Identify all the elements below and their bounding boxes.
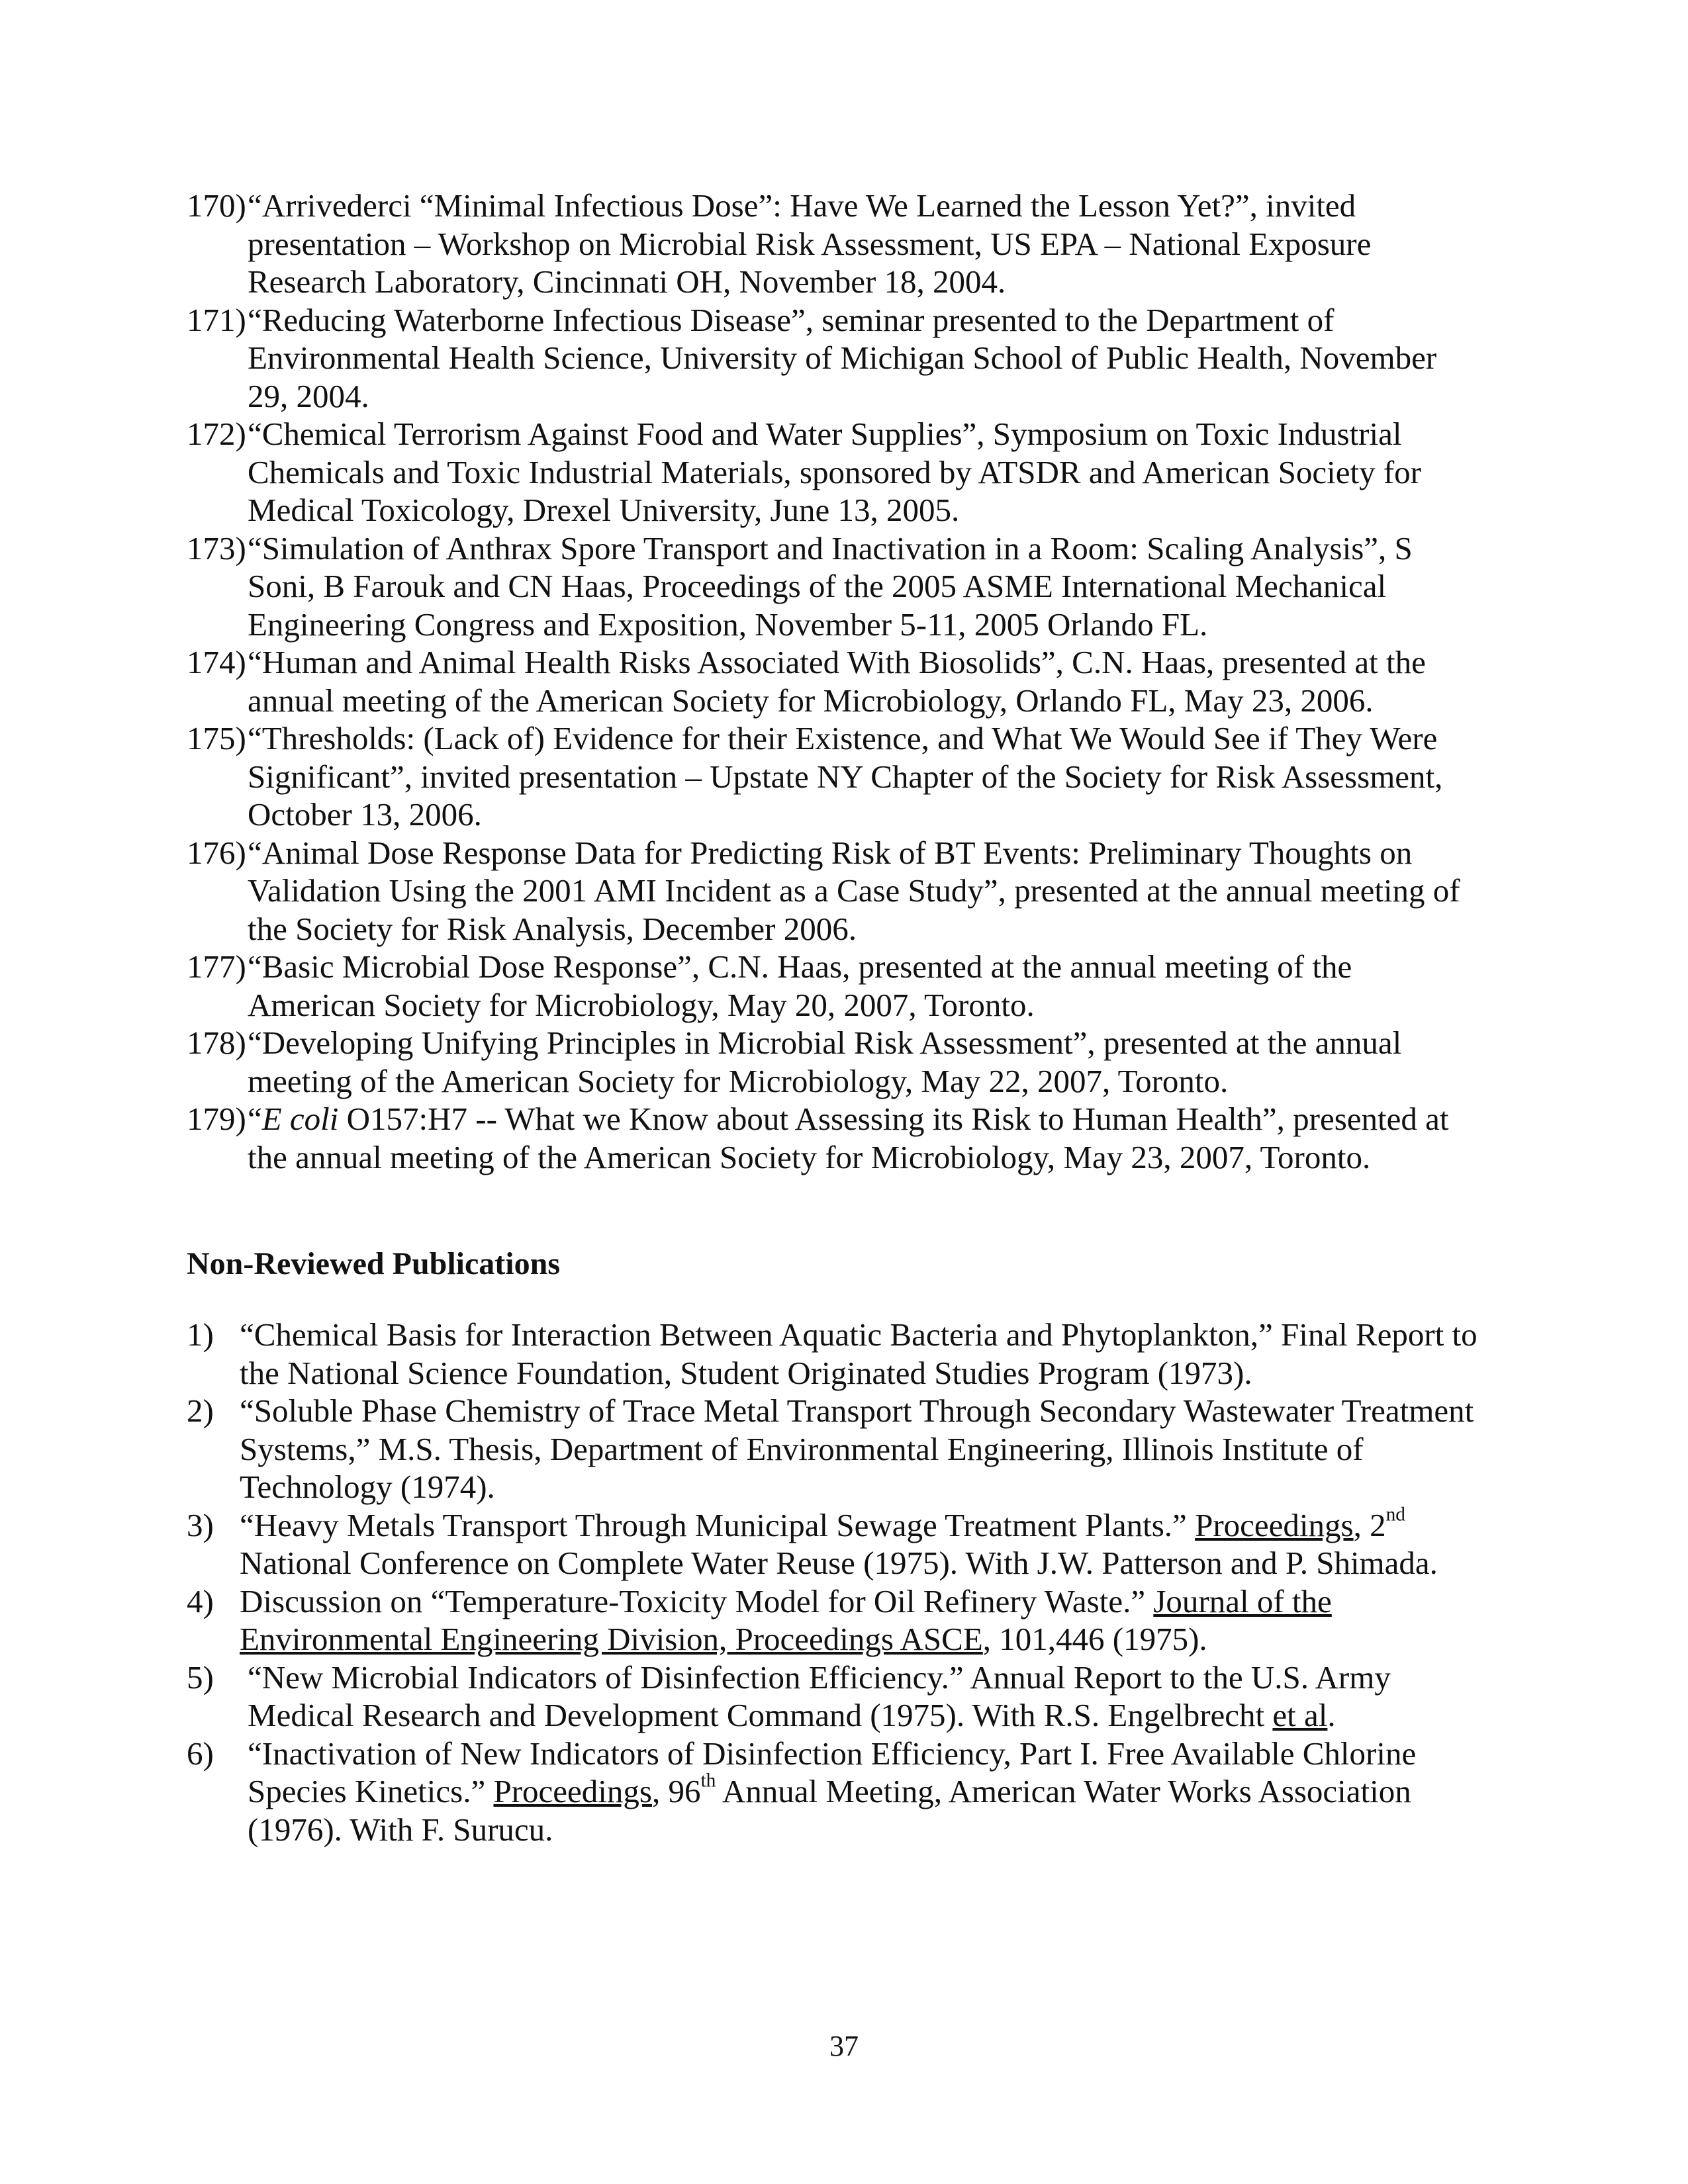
list-item bbox=[187, 187, 1477, 301]
item-text: Annual Meeting, American Water Works Association (1976). With F. Surucu. bbox=[248, 1773, 1411, 1848]
item-number: 171) bbox=[187, 301, 246, 338]
item-open-quote: “ bbox=[248, 1101, 262, 1137]
item-text: “Heavy Metals Transport Through Municipal Sewage Treatment Plants.” bbox=[240, 1506, 1196, 1543]
list-item bbox=[187, 1316, 1477, 1392]
item-text: Discussion on “Temperature-Toxicity Model for Oil Refinery Waste.” bbox=[240, 1582, 1154, 1619]
item-text: , 96 bbox=[651, 1773, 701, 1809]
item-number: 170) bbox=[187, 187, 246, 224]
item-text: “Chemical Basis for Interaction Between Aquatic Bacteria and Phytoplankton,” Final Report to the National Science Foundation, Student Originated Studies Program (1973). bbox=[240, 1316, 1477, 1391]
list-item bbox=[187, 1100, 1477, 1176]
item-underlined-text: et al bbox=[1272, 1697, 1328, 1733]
list-item bbox=[187, 834, 1477, 948]
item-number: 175) bbox=[187, 720, 246, 756]
item-number: 176) bbox=[187, 834, 246, 871]
item-number: 2) bbox=[187, 1392, 214, 1429]
item-text: . bbox=[1327, 1697, 1336, 1733]
item-underlined-text: Proceedings bbox=[493, 1773, 652, 1809]
presentations-list bbox=[187, 187, 1477, 1176]
item-text: National Conference on Complete Water Reuse (1975). With J.W. Patterson and P. Shimada. bbox=[240, 1545, 1438, 1581]
list-item bbox=[187, 301, 1477, 416]
item-number: 5) bbox=[187, 1659, 214, 1696]
non-reviewed-publications-section bbox=[187, 1244, 1477, 1848]
item-text: “Soluble Phase Chemistry of Trace Metal Transport Through Secondary Wastewater Treatment Systems,” M.S. Thesis, Department of Environmental Engineering, Illinois Institute of Technology (1974). bbox=[240, 1392, 1474, 1505]
item-text: “Basic Microbial Dose Response”, C.N. Haas, presented at the annual meeting of the American Society for Microbiology, May 20, 2007, Toronto. bbox=[248, 948, 1352, 1023]
list-item bbox=[187, 1503, 1477, 1582]
item-text: “Developing Unifying Principles in Microbial Risk Assessment”, presented at the annual meeting of the American Society for Microbiology, May 22, 2007, Toronto. bbox=[248, 1024, 1402, 1099]
item-number: 172) bbox=[187, 416, 246, 452]
item-number: 178) bbox=[187, 1024, 246, 1061]
item-text: “New Microbial Indicators of Disinfection Efficiency.” Annual Report to the U.S. Army Medical Research and Development Command (1975). With R.S. Engelbrecht bbox=[248, 1659, 1391, 1733]
list-item bbox=[187, 948, 1477, 1024]
item-superscript: th bbox=[700, 1770, 716, 1792]
item-number: 6) bbox=[187, 1735, 214, 1772]
item-text: “Animal Dose Response Data for Predicting Risk of BT Events: Preliminary Thoughts on Validation Using the 2001 AMI Incident as a Case Study”, presented at the annual meeting of the Society for Risk Analysis, December 2006. bbox=[248, 834, 1460, 947]
item-text: “Arrivederci “Minimal Infectious Dose”: Have We Learned the Lesson Yet?”, invited presentation – Workshop on Microbial Risk Assessment, US EPA – National Exposure Research Laboratory, Cincinnati OH, November 18, 2004. bbox=[248, 187, 1372, 300]
list-item bbox=[187, 1392, 1477, 1506]
item-italic-text: E coli bbox=[261, 1101, 339, 1137]
item-underlined-text: Proceedings bbox=[1195, 1506, 1354, 1543]
item-text: , 2 bbox=[1353, 1506, 1386, 1543]
item-underlined-text: Journal of the Environmental Engineering Division, Proceedings ASCE bbox=[240, 1582, 1332, 1657]
list-item bbox=[187, 1024, 1477, 1100]
item-text: “Inactivation of New Indicators of Disinfection Efficiency, Part I. Free Available Chlorine Species Kinetics.” bbox=[248, 1735, 1417, 1809]
list-item bbox=[187, 1735, 1477, 1849]
item-text: “Reducing Waterborne Infectious Disease”, seminar presented to the Department of Environmental Health Science, University of Michigan School of Public Health, November 29, 2004. bbox=[248, 301, 1437, 414]
list-item bbox=[187, 529, 1477, 644]
item-number: 3) bbox=[187, 1506, 214, 1543]
item-text: , 101,446 (1975). bbox=[982, 1621, 1207, 1657]
list-item bbox=[187, 1659, 1477, 1735]
section-heading: Non-Reviewed Publications bbox=[187, 1246, 560, 1281]
item-number: 179) bbox=[187, 1101, 246, 1137]
item-text: “Chemical Terrorism Against Food and Water Supplies”, Symposium on Toxic Industrial Chemicals and Toxic Industrial Materials, sponsored by ATSDR and American Society for Medical Toxicology, Drexel University, June 13, 2005. bbox=[248, 416, 1421, 528]
list-item bbox=[187, 643, 1477, 719]
item-number: 1) bbox=[187, 1316, 214, 1353]
item-number: 4) bbox=[187, 1582, 214, 1619]
list-item bbox=[187, 415, 1477, 529]
item-number: 173) bbox=[187, 529, 246, 567]
item-number: 174) bbox=[187, 644, 246, 680]
item-text: “Thresholds: (Lack of) Evidence for their Existence, and What We Would See if They Were Significant”, invited presentation – Upstate NY Chapter of the Society for Risk Assessment, October 13, 2006. bbox=[248, 720, 1443, 833]
page-number: 37 bbox=[829, 2030, 859, 2062]
item-number: 177) bbox=[187, 948, 246, 985]
list-item bbox=[187, 719, 1477, 834]
list-item bbox=[187, 1582, 1477, 1659]
item-text: “Simulation of Anthrax Spore Transport and Inactivation in a Room: Scaling Analysis”, S Soni, B Farouk and CN Haas, Proceedings of the 2005 ASME International Mechanical Engineering Congress and Exposition, November 5-11, 2005 Orlando FL. bbox=[248, 529, 1413, 643]
item-text: O157:H7 -- What we Know about Assessing its Risk to Human Health”, presented at the annual meeting of the American Society for Microbiology, May 23, 2007, Toronto. bbox=[248, 1101, 1449, 1175]
item-text: “Human and Animal Health Risks Associated With Biosolids”, C.N. Haas, presented at the annual meeting of the American Society for Microbiology, Orlando FL, May 23, 2006. bbox=[248, 644, 1426, 719]
item-superscript: nd bbox=[1385, 1503, 1405, 1525]
